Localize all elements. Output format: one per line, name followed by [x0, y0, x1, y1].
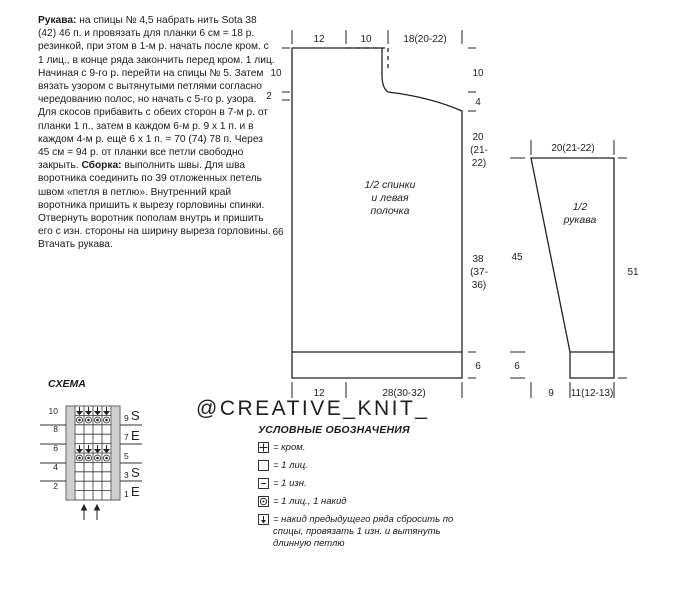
legend-item-text: = 1 лиц.: [273, 460, 308, 471]
sleeve-dim-bottom-1: 9: [548, 388, 554, 399]
sleeve-dim-bottom-2: 11(12-13): [570, 388, 614, 399]
body-dim-top-1: 12: [313, 34, 325, 45]
body-dim-right-1: 10: [472, 68, 484, 79]
chart-letter-s-1: S: [131, 408, 140, 423]
watermark: @CREATIVE_KNIT_: [196, 397, 430, 420]
chart-letter-e-1: E: [131, 428, 140, 443]
sleeve-pattern: [510, 140, 627, 398]
chart-row-4: 4: [53, 462, 58, 472]
legend-item-text: = 1 изн.: [273, 478, 307, 489]
body-label-line-2: и левая: [371, 192, 409, 204]
chart-letter-e-2: E: [131, 484, 140, 499]
body-dim-right-8: 36): [471, 280, 487, 291]
body-dim-top-3: 18(20-22): [403, 34, 447, 45]
body-dim-right-2: 4: [475, 97, 481, 108]
sleeves-heading: Рукава:: [38, 15, 77, 26]
chart-arrows-bottom: [82, 505, 100, 520]
legend-item-drop: [258, 514, 498, 550]
chart-row-7: 7: [124, 432, 129, 442]
stitch-chart: [40, 406, 142, 520]
circle-dot-symbol-icon: [258, 496, 269, 507]
arrow-down-symbol-icon: [258, 514, 269, 525]
sleeve-label-line-1: 1/2: [572, 201, 588, 213]
body-dim-top-2: 10: [360, 34, 372, 45]
body-labels: [266, 34, 488, 399]
body-dim-right-5: 22): [471, 158, 487, 169]
sleeves-text: на спицы № 4,5 набрать нить Sota 38 (42) 46 п. и провязать для планки 6 см = 18 р. резинкой, при этом в 1-м р. начать после кром. с 1 лиц., в конце ряда закончить перед кром. 1 лиц. Начиная с 9-го р. перейти на спицы № 5. Затем вязать узором с вытянутыми петлями согласно чередованию полос, но начать с 5-го р. узора. Для скосов прибавить с обеих сторон в 7-м р. от планки 1 п., затем в каждом 6-м р. 9 х 1 п. и в каждом 4-м р. ещё 6 х 1 п. = 70 (74) 78 п. Через 45 см = 94 р. от планки все петли свободно закрыть.: [38, 15, 275, 172]
sleeve-labels: [511, 143, 639, 399]
body-dim-left-3: 66: [272, 227, 284, 238]
legend-item-purl: [258, 478, 498, 490]
body-dim-bottom-1: 12: [313, 388, 325, 399]
body-label-line-1: 1/2 спинки: [364, 179, 416, 191]
body-dim-left-1: 10: [270, 68, 282, 79]
sleeve-dim-left-1: 45: [511, 252, 523, 263]
sleeve-dim-left-2: 6: [514, 361, 520, 372]
chart-row-3: 3: [124, 470, 129, 480]
body-label-line-3: полочка: [370, 205, 410, 217]
legend-item-text: = кром.: [273, 442, 306, 453]
body-dim-right-3: 20: [472, 132, 484, 143]
legend-item-knit: [258, 460, 498, 472]
body-dim-left-2: 2: [266, 91, 272, 102]
edge-column-right: [111, 406, 119, 499]
dash-symbol-icon: [258, 478, 269, 489]
assembly-text: выполнить швы. Для шва воротника соединить по 39 отложенных петель швом «петля в петлю». Внутренний край воротника пришить к вырезу горловины спинки. Отвернуть воротник пополам внутрь и пришить его с изн. стороны на ширину выреза горловины. Втачать рукава.: [38, 160, 271, 251]
sleeve-outline: [531, 158, 614, 378]
chart-row-2: 2: [53, 481, 58, 491]
sleeve-label-line-2: рукава: [563, 214, 597, 226]
chart-row-6: 6: [53, 443, 58, 453]
legend-item-text: = 1 лиц., 1 накид: [273, 496, 347, 507]
schema-title: СХЕМА: [48, 378, 86, 390]
body-dim-bottom-2: 28(30-32): [382, 388, 426, 399]
body-dim-right-4: (21-: [470, 145, 488, 156]
legend-item-text: = накид предыдущего ряда сбросить по спицы, провязать 1 изн. и вытянуть длинную петлю: [273, 514, 454, 549]
sleeve-dim-right: 51: [627, 267, 639, 278]
chart-row-8: 8: [53, 424, 58, 434]
legend-item-edge: [258, 442, 498, 454]
legend-item-yarnover: [258, 496, 498, 508]
chart-row-5: 5: [124, 451, 129, 461]
edge-column-left: [66, 406, 74, 499]
body-dim-right-7: (37-: [470, 267, 488, 278]
chart-row-1: 1: [124, 489, 129, 499]
legend-title: УСЛОВНЫЕ ОБОЗНАЧЕНИЯ: [258, 424, 410, 436]
assembly-heading: Сборка:: [81, 160, 122, 172]
chart-row-9: 9: [124, 413, 129, 423]
empty-cell-symbol-icon: [258, 460, 269, 471]
body-dim-right-9: 6: [475, 361, 481, 372]
chart-row-10: 10: [48, 406, 58, 416]
chart-letter-s-2: S: [131, 465, 140, 480]
cross-symbol-icon: [258, 442, 269, 453]
body-dim-right-6: 38: [472, 254, 484, 265]
legend: [258, 424, 498, 556]
sleeve-dim-top: 20(21-22): [551, 143, 595, 154]
